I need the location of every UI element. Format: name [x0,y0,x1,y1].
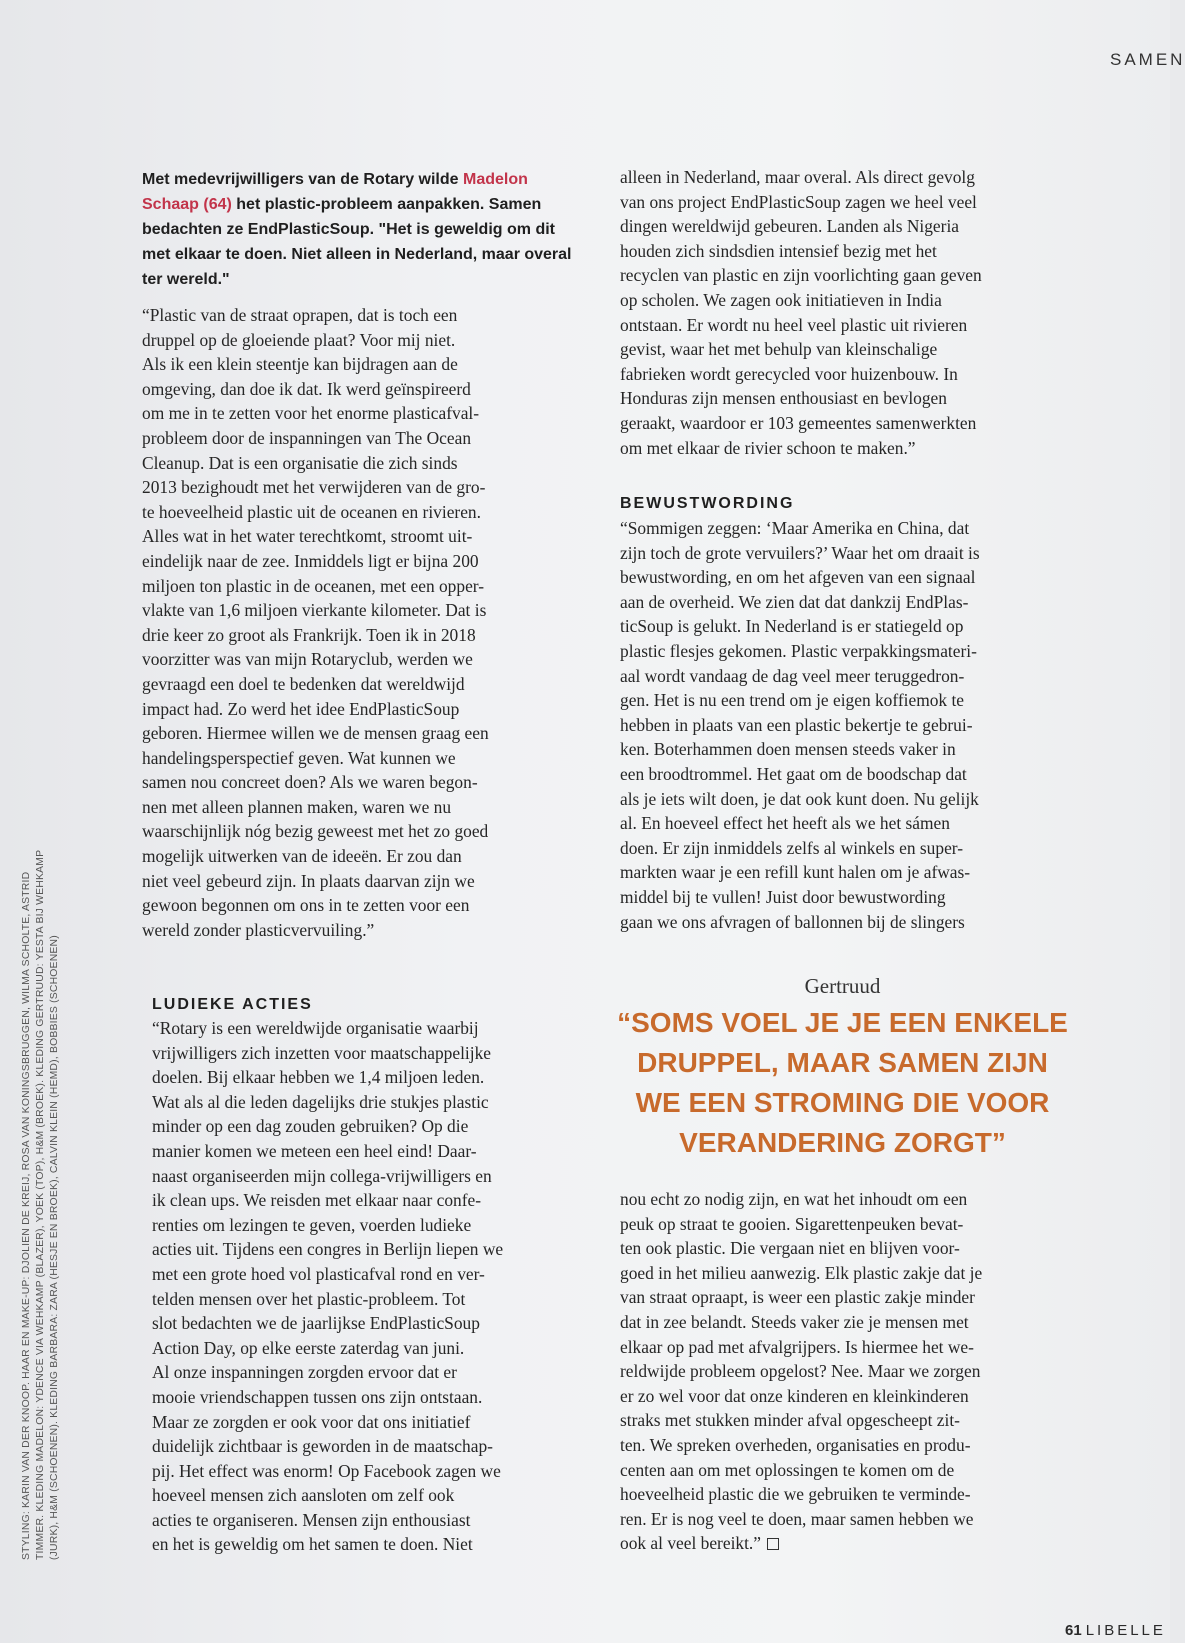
heading-bewustwording: BEWUSTWORDING [620,495,795,512]
right-paragraph-2 [620,516,980,934]
text-line: doelen. Bij elkaar hebben we 1,4 miljoen leden. [152,1067,485,1088]
text-line: van ons project EndPlasticSoup zagen we heel veel [620,191,977,212]
heading-ludieke-acties: LUDIEKE ACTIES [152,996,313,1013]
text-line: Action Day, op elke eerste zaterdag van juni. [152,1337,465,1358]
text-line: en het is geweldig om het samen te doen. Niet [152,1534,473,1555]
text-line: als je iets wilt doen, je dat ook kunt doen. Nu gelijk [620,788,979,809]
text-line: er zo wel voor dat onze kinderen en kleinkinderen [620,1385,969,1406]
text-line: ik clean ups. We reisden met elkaar naar confe- [152,1190,482,1211]
text-line: handelingsperspectief geven. Wat kunnen we [142,747,456,768]
text-line: ten. We spreken overheden, organisaties en produ- [620,1434,971,1455]
text-line: hoeveelheid plastic die we gebruiken te verminde- [620,1484,971,1505]
text-line: Cleanup. Dat is een organisatie die zich sinds [142,452,458,473]
text-line: recyclen van plastic en zijn voorlichting gaan geven [620,265,982,286]
text-line: vrijwilligers zich inzetten voor maatschappelijke [152,1042,491,1063]
text-line: pij. Het effect was enorm! Op Facebook zagen we [152,1460,501,1481]
text-line: Wat als al die leden dagelijks drie stukjes plastic [152,1091,489,1112]
text-line: aan de overheid. We zien dat dat dankzij EndPlas- [620,591,969,612]
text-line: mogelijk uitwerken van de ideeën. Er zou dan [142,846,462,867]
text-line: alleen in Nederland, maar overal. Als direct gevolg [620,167,975,187]
text-line: zijn toch de grote vervuilers?’ Waar het om draait is [620,542,980,563]
text-line: 2013 bezighoudt met het verwijderen van de gro- [142,477,486,498]
text-line: duidelijk zichtbaar is geworden in de maatschap- [152,1436,493,1457]
text-line: centen aan om met oplossingen te komen om de [620,1459,955,1480]
text-line: vlakte van 1,6 miljoen vierkante kilometer. Dat is [142,600,487,621]
text-line: plastic flesjes gekomen. Plastic verpakkingsmateri- [620,640,977,661]
left-paragraph-2 [152,1016,503,1557]
page-number: 61 [1065,1622,1082,1639]
section-tag: SAMEN [1110,50,1185,69]
text-line: “SOMS VOEL JE JE EEN ENKELE [617,1007,1068,1038]
text-line: met een grote hoed vol plasticafval rond en ver- [152,1263,485,1284]
text-line: Maar ze zorgden er ook voor dat ons initiatief [152,1411,471,1432]
text-line: ontstaan. Er wordt nu heel veel plastic uit rivieren [620,314,968,335]
text-line: manier komen we meteen een heel eind! Daar- [152,1140,477,1161]
text-line: wereld zonder plasticvervuiling.” [142,919,375,940]
intro-before: Met medevrijwilligers van de Rotary wilde [142,171,459,188]
text-line: peuk op straat te gooien. Sigarettenpeuken bevat- [620,1213,964,1234]
text-line: slot bedachten we de jaarlijkse EndPlasticSoup [152,1313,480,1334]
pull-quote [615,1003,1070,1163]
text-line: dingen wereldwijd gebeuren. Landen als Nigeria [620,216,959,237]
text-line: voorzitter was van mijn Rotaryclub, werden we [142,649,473,670]
text-line: probleem door de inspanningen van The Ocean [142,427,472,448]
intro-name: Madelon Schaap (64) [142,171,528,213]
text-line: waarschijnlijk nóg bezig geweest met het zo goed [142,821,489,842]
photo-credits [20,850,62,1560]
text-line: (JURK), H&M (SCHOENEN). KLEDING BARBARA: ZARA (HESJE EN BROEK), CALVIN KLEIN (HEMD), BOBBIES (SCHOENEN) [49,935,60,1560]
text-line: elkaar op pad met afvalgrijpers. Is hiermee het we- [620,1336,974,1357]
text-line: geraakt, waardoor er 103 gemeentes samenwerkten [620,412,977,433]
text-line: fabrieken wordt gerecycled voor huizenbouw. In [620,363,958,384]
text-line: acties uit. Tijdens een congres in Berlijn liepen we [152,1239,504,1260]
text-line: acties te organiseren. Mensen zijn enthousiast [152,1509,471,1530]
text-line: ren. Er is nog veel te doen, maar samen hebben we [620,1508,974,1529]
text-line: eindelijk naar de zee. Inmiddels ligt er bijna 200 [142,550,479,571]
text-line: gen. Het is nu een trend om je eigen koffiemok te [620,690,965,711]
text-line: Al onze inspanningen zorgden ervoor dat er [152,1362,457,1383]
text-line: een broodtrommel. Het gaat om de boodschap dat [620,763,967,784]
text-line: STYLING: KARIN VAN DER KNOOP. HAAR EN MAKE-UP: DJOLIEN DE KREIJ, ROSA VAN KONINGSBRUGGEN, WILMA SCHOLTE, ASTRID [21,871,32,1560]
text-line: druppel op de gloeiende plaat? Voor mij niet. [142,329,456,350]
text-line: miljoen ton plastic in de oceanen, met een opper- [142,575,485,596]
text-line: ken. Boterhammen doen mensen steeds vaker in [620,739,956,760]
text-line: Honduras zijn mensen enthousiast en bevlogen [620,388,947,409]
text-line: telden mensen over het plastic-probleem. Tot [152,1288,466,1309]
magazine-name: LIBELLE [1085,1622,1166,1639]
quote-author: Gertruud [804,974,881,998]
page-footer [1065,1622,1170,1639]
text-line: houden zich sindsdien intensief bezig met het [620,240,937,261]
text-line: nen met alleen plannen maken, waren we nu [142,796,452,817]
text-line: drie keer zo groot als Frankrijk. Toen ik in 2018 [142,624,476,645]
text-line: dat in zee belandt. Steeds vaker zie je mensen met [620,1311,969,1332]
text-line: Alles wat in het water terechtkomt, stroomt uit- [142,526,473,547]
text-line: TIMMER. KLEDING MADELON: YDENCE VIA WEHKAMP (BLAZER), YOEK (TOP), H&M (BROEK). KLEDING GERTRUUD: YESTA BIJ WEHKAMP [35,849,46,1560]
text-line: samen nou concreet doen? Als we waren begon- [142,772,478,793]
text-line: straks met stukken minder afval opgescheept zit- [620,1410,960,1431]
text-line: nou echt zo nodig zijn, en wat het inhoudt om een [620,1189,968,1209]
intro-lead [142,167,582,292]
text-line: te hoeveelheid plastic uit de oceanen en rivieren. [142,501,481,522]
text-line: aal wordt vandaag de dag veel meer teruggedron- [620,665,965,686]
text-line: markten waar je een refill kunt halen om je afwas- [620,862,971,883]
text-line: VERANDERING ZORGT” [679,1127,1006,1158]
text-line: al. En hoeveel effect het heeft als we het sámen [620,813,950,834]
left-paragraph-1 [142,303,489,942]
text-line: ten ook plastic. Die vergaan niet en blijven voor- [620,1238,960,1259]
text-line: gevraagd een doel te bedenken dat wereldwijd [142,673,465,694]
text-line: omgeving, dan doe ik dat. Ik werd geïnspireerd [142,378,471,399]
right-paragraph-3 [620,1187,982,1556]
text-line: WE EEN STROMING DIE VOOR [635,1087,1050,1118]
text-line: gaan we ons afvragen of ballonnen bij de slingers [620,911,965,932]
text-line: hebben in plaats van een plastic bekertje te gebrui- [620,714,973,735]
text-line: doen. Er zijn inmiddels zelfs al winkels en super- [620,837,964,858]
text-line: ook al veel bereikt.” [620,1531,982,1556]
text-line: goed in het milieu aanwezig. Elk plastic zakje dat je [620,1262,983,1283]
text-line: gewoon begonnen om ons in te zetten voor een [142,895,470,916]
text-line: minder op een dag zouden gebruiken? Op die [152,1116,469,1137]
text-line: “Rotary is een wereldwijde organisatie waarbij [152,1018,479,1038]
text-line: DRUPPEL, MAAR SAMEN ZIJN [637,1047,1048,1078]
text-line: “Plastic van de straat oprapen, dat is toch een [142,305,458,325]
text-line: Als ik een klein steentje kan bijdragen aan de [142,354,458,375]
text-line: impact had. Zo werd het idee EndPlasticSoup [142,698,460,719]
text-line: reldwijde probleem opgelost? Nee. Maar we zorgen [620,1361,981,1382]
text-line: middel bij te vullen! Juist door bewustwording [620,886,946,907]
right-paragraph-1 [620,165,982,460]
text-line: naast organiseerden mijn collega-vrijwilligers en [152,1165,492,1186]
end-of-article-icon [767,1538,779,1550]
text-line: ticSoup is gelukt. In Nederland is er statiegeld op [620,616,964,637]
text-line: van straat opraapt, is weer een plastic zakje minder [620,1287,975,1308]
text-line: geboren. Hiermee willen we de mensen graag een [142,723,489,744]
text-line: mooie vriendschappen tussen ons zijn ontstaan. [152,1386,483,1407]
text-line: “Sommigen zeggen: ‘Maar Amerika en China, dat [620,518,970,538]
text-line: niet veel gebeurd zijn. In plaats daarvan zijn we [142,870,475,891]
text-line: om met elkaar de rivier schoon te maken.” [620,437,916,458]
intro-after: het plastic-probleem aanpakken. Samen bedachten ze EndPlasticSoup. "Het is geweldig om dit met elkaar te doen. Niet alleen in Nederland, maar overal ter wereld." [142,196,572,288]
text-line: om me in te zetten voor het enorme plasticafval- [142,403,480,424]
text-line: op scholen. We zagen ook initiatieven in India [620,289,942,310]
text-line: hoeveel mensen zich aansloten om zelf ook [152,1485,455,1506]
text-line: bewustwording, en om het afgeven van een signaal [620,567,976,588]
text-line: gevist, waar het met behulp van kleinschalige [620,339,938,360]
text-line: renties om lezingen te geven, voerden ludieke [152,1214,472,1235]
